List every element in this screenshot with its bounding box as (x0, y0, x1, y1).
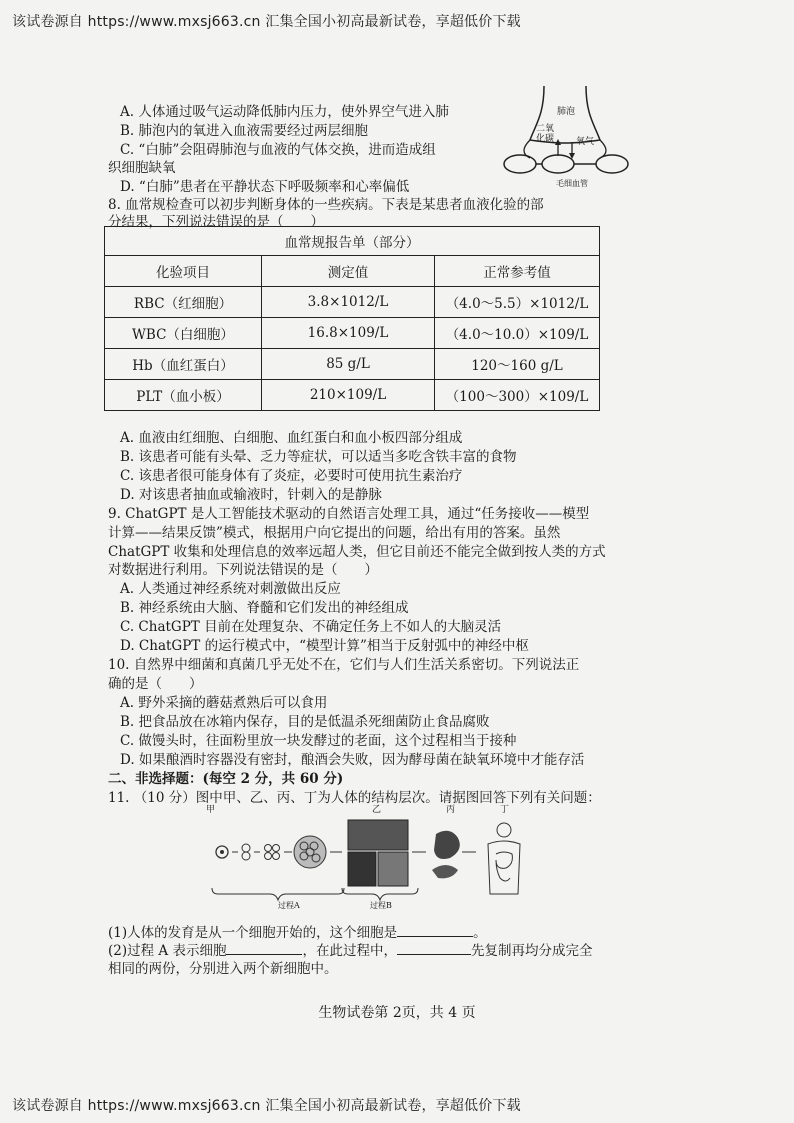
table-cell: （100～300）×109/L (435, 380, 600, 411)
q7-option-a: A. 人体通过吸气运动降低肺内压力，使外界空气进入肺 (120, 104, 449, 120)
table-header-row (105, 256, 600, 287)
answer-blank[interactable] (397, 924, 473, 937)
table-cell: RBC（红细胞） (105, 287, 262, 318)
watermark-bottom: 该试卷源自 https://www.mxsj663.cn 汇集全国小初高最新试卷，享超低价下载 (12, 1098, 521, 1114)
structure-illustration (200, 800, 540, 910)
label-yi: 乙 (372, 805, 382, 815)
q7-option-c-cont: 织细胞缺氧 (108, 160, 176, 176)
q11-sub2-text: (2)过程 A 表示细胞 (108, 943, 227, 959)
table-cell: PLT（血小板） (105, 380, 262, 411)
q9-stem-line1: 9. ChatGPT 是人工智能技术驱动的自然语言处理工具，通过“任务接收——模型 (108, 506, 590, 522)
table-cell: WBC（白细胞） (105, 318, 262, 349)
table-cell: 16.8×109/L (262, 318, 435, 349)
label-ding: 丁 (500, 805, 510, 815)
q7-option-c: C. “白肺”会阻碍肺泡与血液的气体交换，进而造成组 (120, 142, 436, 158)
table-row (105, 318, 600, 349)
q11-sub1-end: 。 (473, 925, 487, 941)
table-cell: （4.0～10.0）×109/L (435, 318, 600, 349)
body-structure-diagram (200, 800, 540, 910)
q10-option-c: C. 做馒头时，往面粉里放一块发酵过的老面，这个过程相当于接种 (120, 733, 517, 749)
table-caption-row (105, 227, 600, 256)
q8-stem-line2: 分结果，下列说法错误的是（ ） (108, 214, 324, 230)
q9-stem-line3: ChatGPT 收集和处理信息的效率远超人类，但它目前还不能完全做到按人类的方式 (108, 544, 606, 560)
alveolus-diagram (500, 84, 630, 194)
q11-sub1 (108, 924, 487, 942)
table-cell: （4.0～5.5）×1012/L (435, 287, 600, 318)
q11-sub1-text: (1)人体的发育是从一个细胞开始的，这个细胞是 (108, 925, 398, 941)
q9-stem-line2: 计算——结果反馈”模式，根据用户向它提出的问题，给出有用的答案。虽然 (108, 525, 561, 541)
table-cell: 3.8×1012/L (262, 287, 435, 318)
table-caption: 血常规报告单（部分） (105, 227, 600, 256)
q8-option-b: B. 该患者可能有头晕、乏力等症状，可以适当多吃含铁丰富的食物 (120, 449, 517, 465)
label-jia: 甲 (206, 805, 216, 815)
q11-sub2-end: 先复制再均分成完全 (470, 943, 593, 959)
label-process-b: 过程B (370, 901, 392, 910)
label-process-a: 过程A (278, 901, 300, 910)
q8-option-a: A. 血液由红细胞、白细胞、血红蛋白和血小板四部分组成 (120, 430, 463, 446)
answer-blank[interactable] (397, 942, 471, 955)
q9-option-a: A. 人类通过神经系统对刺激做出反应 (120, 581, 341, 597)
q11-sub2-middle: ，在此过程中， (302, 943, 397, 959)
blood-report-table (104, 226, 600, 411)
q10-option-d: D. 如果酿酒时容器没有密封，酿酒会失败，因为酵母菌在缺氧环境中才能存活 (120, 752, 585, 768)
alveolus-label: 肺泡 (557, 107, 576, 117)
q10-option-b: B. 把食品放在冰箱内保存，目的是低温杀死细菌防止食品腐败 (120, 714, 490, 730)
q10-stem-line2: 确的是（ ） (108, 676, 203, 692)
q10-stem-line1: 10. 自然界中细菌和真菌几乎无处不在，它们与人们生活关系密切。下列说法正 (108, 657, 580, 673)
q11-sub2 (108, 942, 592, 960)
label-bing: 丙 (446, 805, 456, 815)
table-row (105, 349, 600, 380)
table-cell: 210×109/L (262, 380, 435, 411)
q7-option-d: D. “白肺”患者在平静状态下呼吸频率和心率偏低 (120, 179, 410, 195)
q9-option-d: D. ChatGPT 的运行模式中，“模型计算”相当于反射弧中的神经中枢 (120, 638, 529, 654)
o2-label: 氧气 (576, 137, 595, 147)
q9-stem-line4: 对数据进行利用。下列说法错误的是（ ） (108, 562, 378, 578)
q8-option-c: C. 该患者很可能身体有了炎症，必要时可使用抗生素治疗 (120, 468, 463, 484)
table-header: 正常参考值 (435, 256, 600, 287)
capillary-label: 毛细血管 (556, 179, 588, 188)
table-row (105, 380, 600, 411)
section-heading: 二、非选择题：(每空 2 分，共 60 分) (108, 771, 344, 787)
q10-option-a: A. 野外采摘的蘑菇煮熟后可以食用 (120, 695, 328, 711)
table-row (105, 287, 600, 318)
q8-option-d: D. 对该患者抽血或输液时，针刺入的是静脉 (120, 487, 382, 503)
watermark-top: 该试卷源自 https://www.mxsj663.cn 汇集全国小初高最新试卷，享超低价下载 (12, 14, 521, 30)
table-header: 测定值 (262, 256, 435, 287)
table-cell: 120～160 g/L (435, 349, 600, 380)
q11-stem: 11. （10 分）图中甲、乙、丙、丁为人体的结构层次。请据图回答下列有关问题： (108, 790, 601, 806)
q8-stem-line1: 8. 血常规检查可以初步判断身体的一些疾病。下表是某患者血液化验的部 (108, 197, 544, 213)
page-footer: 生物试卷第 2页，共 4 页 (318, 1005, 476, 1021)
answer-blank[interactable] (226, 942, 302, 955)
table-cell: Hb（血红蛋白） (105, 349, 262, 380)
q7-option-b: B. 肺泡内的氧进入血液需要经过两层细胞 (120, 123, 369, 139)
q9-option-b: B. 神经系统由大脑、脊髓和它们发出的神经组成 (120, 600, 409, 616)
q11-sub2-line2: 相同的两份，分别进入两个新细胞中。 (108, 961, 338, 977)
table-cell: 85 g/L (262, 349, 435, 380)
q9-option-c: C. ChatGPT 目前在处理复杂、不确定任务上不如人的大脑灵活 (120, 619, 502, 635)
co2-label: 二氧化碳 (536, 124, 555, 144)
table-header: 化验项目 (105, 256, 262, 287)
